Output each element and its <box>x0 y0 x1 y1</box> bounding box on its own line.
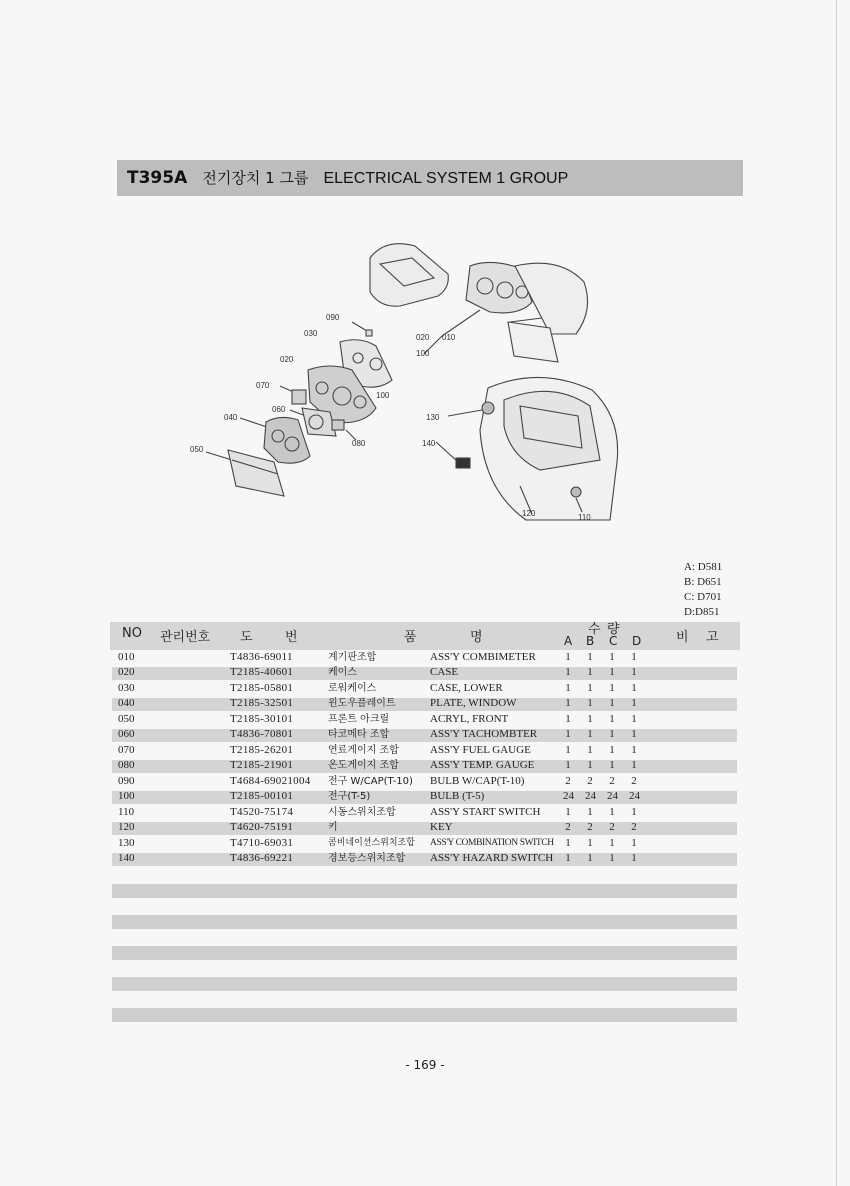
cell-qty-a: 1 <box>565 697 571 709</box>
cell-name-en: ACRYL, FRONT <box>430 713 509 725</box>
group-title-en: ELECTRICAL SYSTEM 1 GROUP <box>323 170 569 187</box>
header-drawing-1: 도 <box>240 630 253 645</box>
cell-qty-d: 1 <box>631 713 637 725</box>
cell-name-ko: 로워케이스 <box>328 683 377 694</box>
cell-qty-b: 1 <box>587 651 593 663</box>
cell-qty-d: 2 <box>631 821 637 833</box>
cell-name-en: ASS'Y TEMP. GAUGE <box>430 759 535 771</box>
cell-qty-c: 1 <box>609 728 615 740</box>
empty-row-bar <box>112 977 737 991</box>
cell-part-number: T2185-26201 <box>230 744 294 756</box>
cell-part-number: T2185-30101 <box>230 713 294 725</box>
cell-no: 080 <box>118 759 135 771</box>
cell-qty-b: 1 <box>587 666 593 678</box>
callout-040: 040 <box>224 413 238 422</box>
cell-qty-a: 1 <box>565 682 571 694</box>
callout-090: 090 <box>326 313 340 322</box>
callout-100-left: 100 <box>376 391 390 400</box>
cell-part-number: T2185-00101 <box>230 790 294 802</box>
cell-part-number: T2185-40601 <box>230 666 294 678</box>
cell-no: 110 <box>118 806 135 818</box>
cell-qty-c: 1 <box>609 806 615 818</box>
cell-name-en: KEY <box>430 821 453 833</box>
cell-qty-b: 1 <box>587 728 593 740</box>
cell-qty-a: 1 <box>565 651 571 663</box>
cell-part-number: T4620-75191 <box>230 821 294 833</box>
table-row <box>0 727 850 742</box>
cell-no: 140 <box>118 852 135 864</box>
header-no: NO <box>122 626 142 641</box>
cell-name-ko: 콤비네이션스위치조합 <box>328 838 415 848</box>
callout-010: 010 <box>442 333 456 342</box>
cell-name-en: CASE, LOWER <box>430 682 503 694</box>
table-row <box>0 758 850 773</box>
page-number: - 169 - <box>405 1058 445 1072</box>
cell-part-number: T2185-05801 <box>230 682 294 694</box>
empty-row-bar <box>112 884 737 898</box>
table-row <box>0 650 850 665</box>
cell-name-en: ASS'Y FUEL GAUGE <box>430 744 531 756</box>
cell-name-en: PLATE, WINDOW <box>430 697 517 709</box>
cell-qty-a: 1 <box>565 728 571 740</box>
cell-qty-a: 2 <box>565 821 571 833</box>
cell-name-ko: 계기판조합 <box>328 652 377 663</box>
cell-no: 030 <box>118 682 135 694</box>
cell-no: 040 <box>118 697 135 709</box>
cell-qty-b: 1 <box>587 852 593 864</box>
cell-qty-b: 1 <box>587 713 593 725</box>
cell-qty-b: 1 <box>587 759 593 771</box>
header-col-c: C <box>609 634 618 648</box>
table-row <box>0 836 850 851</box>
callout-140: 140 <box>422 439 436 448</box>
callout-100-right: 100 <box>416 349 430 358</box>
cell-no: 060 <box>118 728 135 740</box>
table-row <box>0 696 850 711</box>
cell-name-en: ASS'Y COMBINATION SWITCH <box>430 838 554 848</box>
header-name-1: 품 <box>404 630 417 645</box>
callout-110: 110 <box>578 513 591 522</box>
cell-name-ko: 윈도우플레이트 <box>328 698 396 709</box>
table-row <box>0 743 850 758</box>
cell-qty-d: 1 <box>631 744 637 756</box>
cell-qty-a: 1 <box>565 744 571 756</box>
table-row <box>0 789 850 804</box>
header-remark-1: 비 <box>676 630 689 645</box>
callout-020: 020 <box>280 355 294 364</box>
table-row <box>0 805 850 820</box>
cell-name-ko: 케이스 <box>328 667 357 678</box>
cell-name-en: ASS'Y START SWITCH <box>430 806 541 818</box>
cell-name-ko: 경보등스위치조합 <box>328 853 406 864</box>
header-qty-1: 수 <box>588 622 601 637</box>
cell-qty-c: 1 <box>609 852 615 864</box>
cell-qty-d: 1 <box>631 666 637 678</box>
cell-qty-d: 1 <box>631 837 637 849</box>
cell-qty-d: 1 <box>631 806 637 818</box>
cell-name-ko: 타코메타 조합 <box>328 729 390 740</box>
cell-name-en: BULB (T-5) <box>430 790 485 802</box>
model-b: B: D651 <box>684 576 722 588</box>
header-name-2: 명 <box>470 630 483 645</box>
cell-name-ko: 연료게이지 조합 <box>328 745 399 756</box>
empty-row-bar <box>112 915 737 929</box>
group-title-ko: 전기장치 1 그룹 <box>202 169 309 187</box>
cell-qty-c: 1 <box>609 837 615 849</box>
cell-qty-a: 1 <box>565 713 571 725</box>
cell-qty-c: 1 <box>609 697 615 709</box>
cell-qty-b: 1 <box>587 837 593 849</box>
empty-row-bar <box>112 1008 737 1022</box>
cell-qty-b: 1 <box>587 697 593 709</box>
cell-qty-d: 1 <box>631 728 637 740</box>
cell-no: 120 <box>118 821 135 833</box>
cell-qty-a: 1 <box>565 666 571 678</box>
cell-qty-b: 24 <box>585 790 596 802</box>
cell-no: 090 <box>118 775 135 787</box>
cell-qty-a: 1 <box>565 837 571 849</box>
cell-qty-d: 1 <box>631 852 637 864</box>
cell-qty-d: 1 <box>631 697 637 709</box>
header-remark-2: 고 <box>706 630 719 645</box>
cell-part-number: T2185-21901 <box>230 759 294 771</box>
cell-name-en: BULB W/CAP(T-10) <box>430 775 525 787</box>
cell-qty-b: 1 <box>587 682 593 694</box>
cell-qty-a: 2 <box>565 775 571 787</box>
callout-080: 080 <box>352 439 366 448</box>
header-col-a: A <box>564 634 573 648</box>
header-mgmt-no: 관리번호 <box>160 630 211 645</box>
cell-name-en: ASS'Y TACHOMBTER <box>430 728 538 740</box>
callout-070: 070 <box>256 381 270 390</box>
header-col-d: D <box>632 634 642 648</box>
cell-part-number: T4710-69031 <box>230 837 294 849</box>
cell-part-number: T4520-75174 <box>230 806 294 818</box>
cell-qty-d: 24 <box>629 790 640 802</box>
cell-no: 130 <box>118 837 135 849</box>
table-row <box>0 681 850 696</box>
cell-qty-a: 1 <box>565 852 571 864</box>
cell-qty-b: 2 <box>587 821 593 833</box>
callout-060: 060 <box>272 405 286 414</box>
cell-qty-a: 24 <box>563 790 574 802</box>
cell-part-number: T4836-69011 <box>230 651 293 663</box>
table-row <box>0 665 850 680</box>
cell-name-ko: 프론트 아크릴 <box>328 714 390 725</box>
cell-no: 100 <box>118 790 135 802</box>
callout-120: 120 <box>522 509 536 518</box>
header-drawing-2: 번 <box>285 630 298 645</box>
exploded-parts-diagram <box>180 230 640 530</box>
cell-qty-d: 1 <box>631 682 637 694</box>
cell-part-number: T4684-69021004 <box>230 775 311 787</box>
cell-part-number: T4836-69221 <box>230 852 294 864</box>
cell-qty-d: 1 <box>631 651 637 663</box>
empty-row-bar <box>112 946 737 960</box>
cell-no: 020 <box>118 666 135 678</box>
cell-qty-b: 1 <box>587 744 593 756</box>
cell-qty-c: 1 <box>609 713 615 725</box>
cell-qty-c: 2 <box>609 821 615 833</box>
cell-part-number: T4836-70801 <box>230 728 294 740</box>
callout-050: 050 <box>190 445 204 454</box>
cell-qty-c: 1 <box>609 651 615 663</box>
cell-no: 070 <box>118 744 135 756</box>
cell-name-ko: 키 <box>328 822 338 833</box>
header-col-b: B <box>586 634 595 648</box>
model-a: A: D581 <box>684 561 723 573</box>
cell-name-ko: 시동스위치조합 <box>328 807 396 818</box>
cell-no: 050 <box>118 713 135 725</box>
cell-qty-a: 1 <box>565 806 571 818</box>
callout-020-right: 020 <box>416 333 430 342</box>
page-title <box>127 166 568 190</box>
cell-qty-a: 1 <box>565 759 571 771</box>
cell-qty-c: 1 <box>609 759 615 771</box>
table-row <box>0 851 850 866</box>
cell-qty-c: 2 <box>609 775 615 787</box>
cell-name-en: CASE <box>430 666 459 678</box>
table-row <box>0 820 850 835</box>
cell-name-ko: 전구(T-5) <box>328 791 371 802</box>
cell-name-ko: 전구 W/CAP(T-10) <box>328 776 413 787</box>
cell-name-en: ASS'Y HAZARD SWITCH <box>430 852 554 864</box>
model-d: D:D851 <box>684 606 720 618</box>
callout-130: 130 <box>426 413 440 422</box>
cell-qty-b: 1 <box>587 806 593 818</box>
cell-name-ko: 온도게이지 조합 <box>328 760 399 771</box>
cell-qty-c: 24 <box>607 790 618 802</box>
page-edge-line <box>836 0 837 1186</box>
model-legend <box>684 560 722 620</box>
group-code: T395A <box>127 168 188 188</box>
table-row <box>0 774 850 789</box>
header-qty-2: 량 <box>607 622 620 637</box>
cell-name-en: ASS'Y COMBIMETER <box>430 651 536 663</box>
callout-030: 030 <box>304 329 318 338</box>
cell-no: 010 <box>118 651 135 663</box>
cell-qty-c: 1 <box>609 666 615 678</box>
table-row <box>0 712 850 727</box>
cell-qty-d: 2 <box>631 775 637 787</box>
cell-part-number: T2185-32501 <box>230 697 294 709</box>
cell-qty-b: 2 <box>587 775 593 787</box>
cell-qty-d: 1 <box>631 759 637 771</box>
cell-qty-c: 1 <box>609 682 615 694</box>
cell-qty-c: 1 <box>609 744 615 756</box>
model-c: C: D701 <box>684 591 722 603</box>
